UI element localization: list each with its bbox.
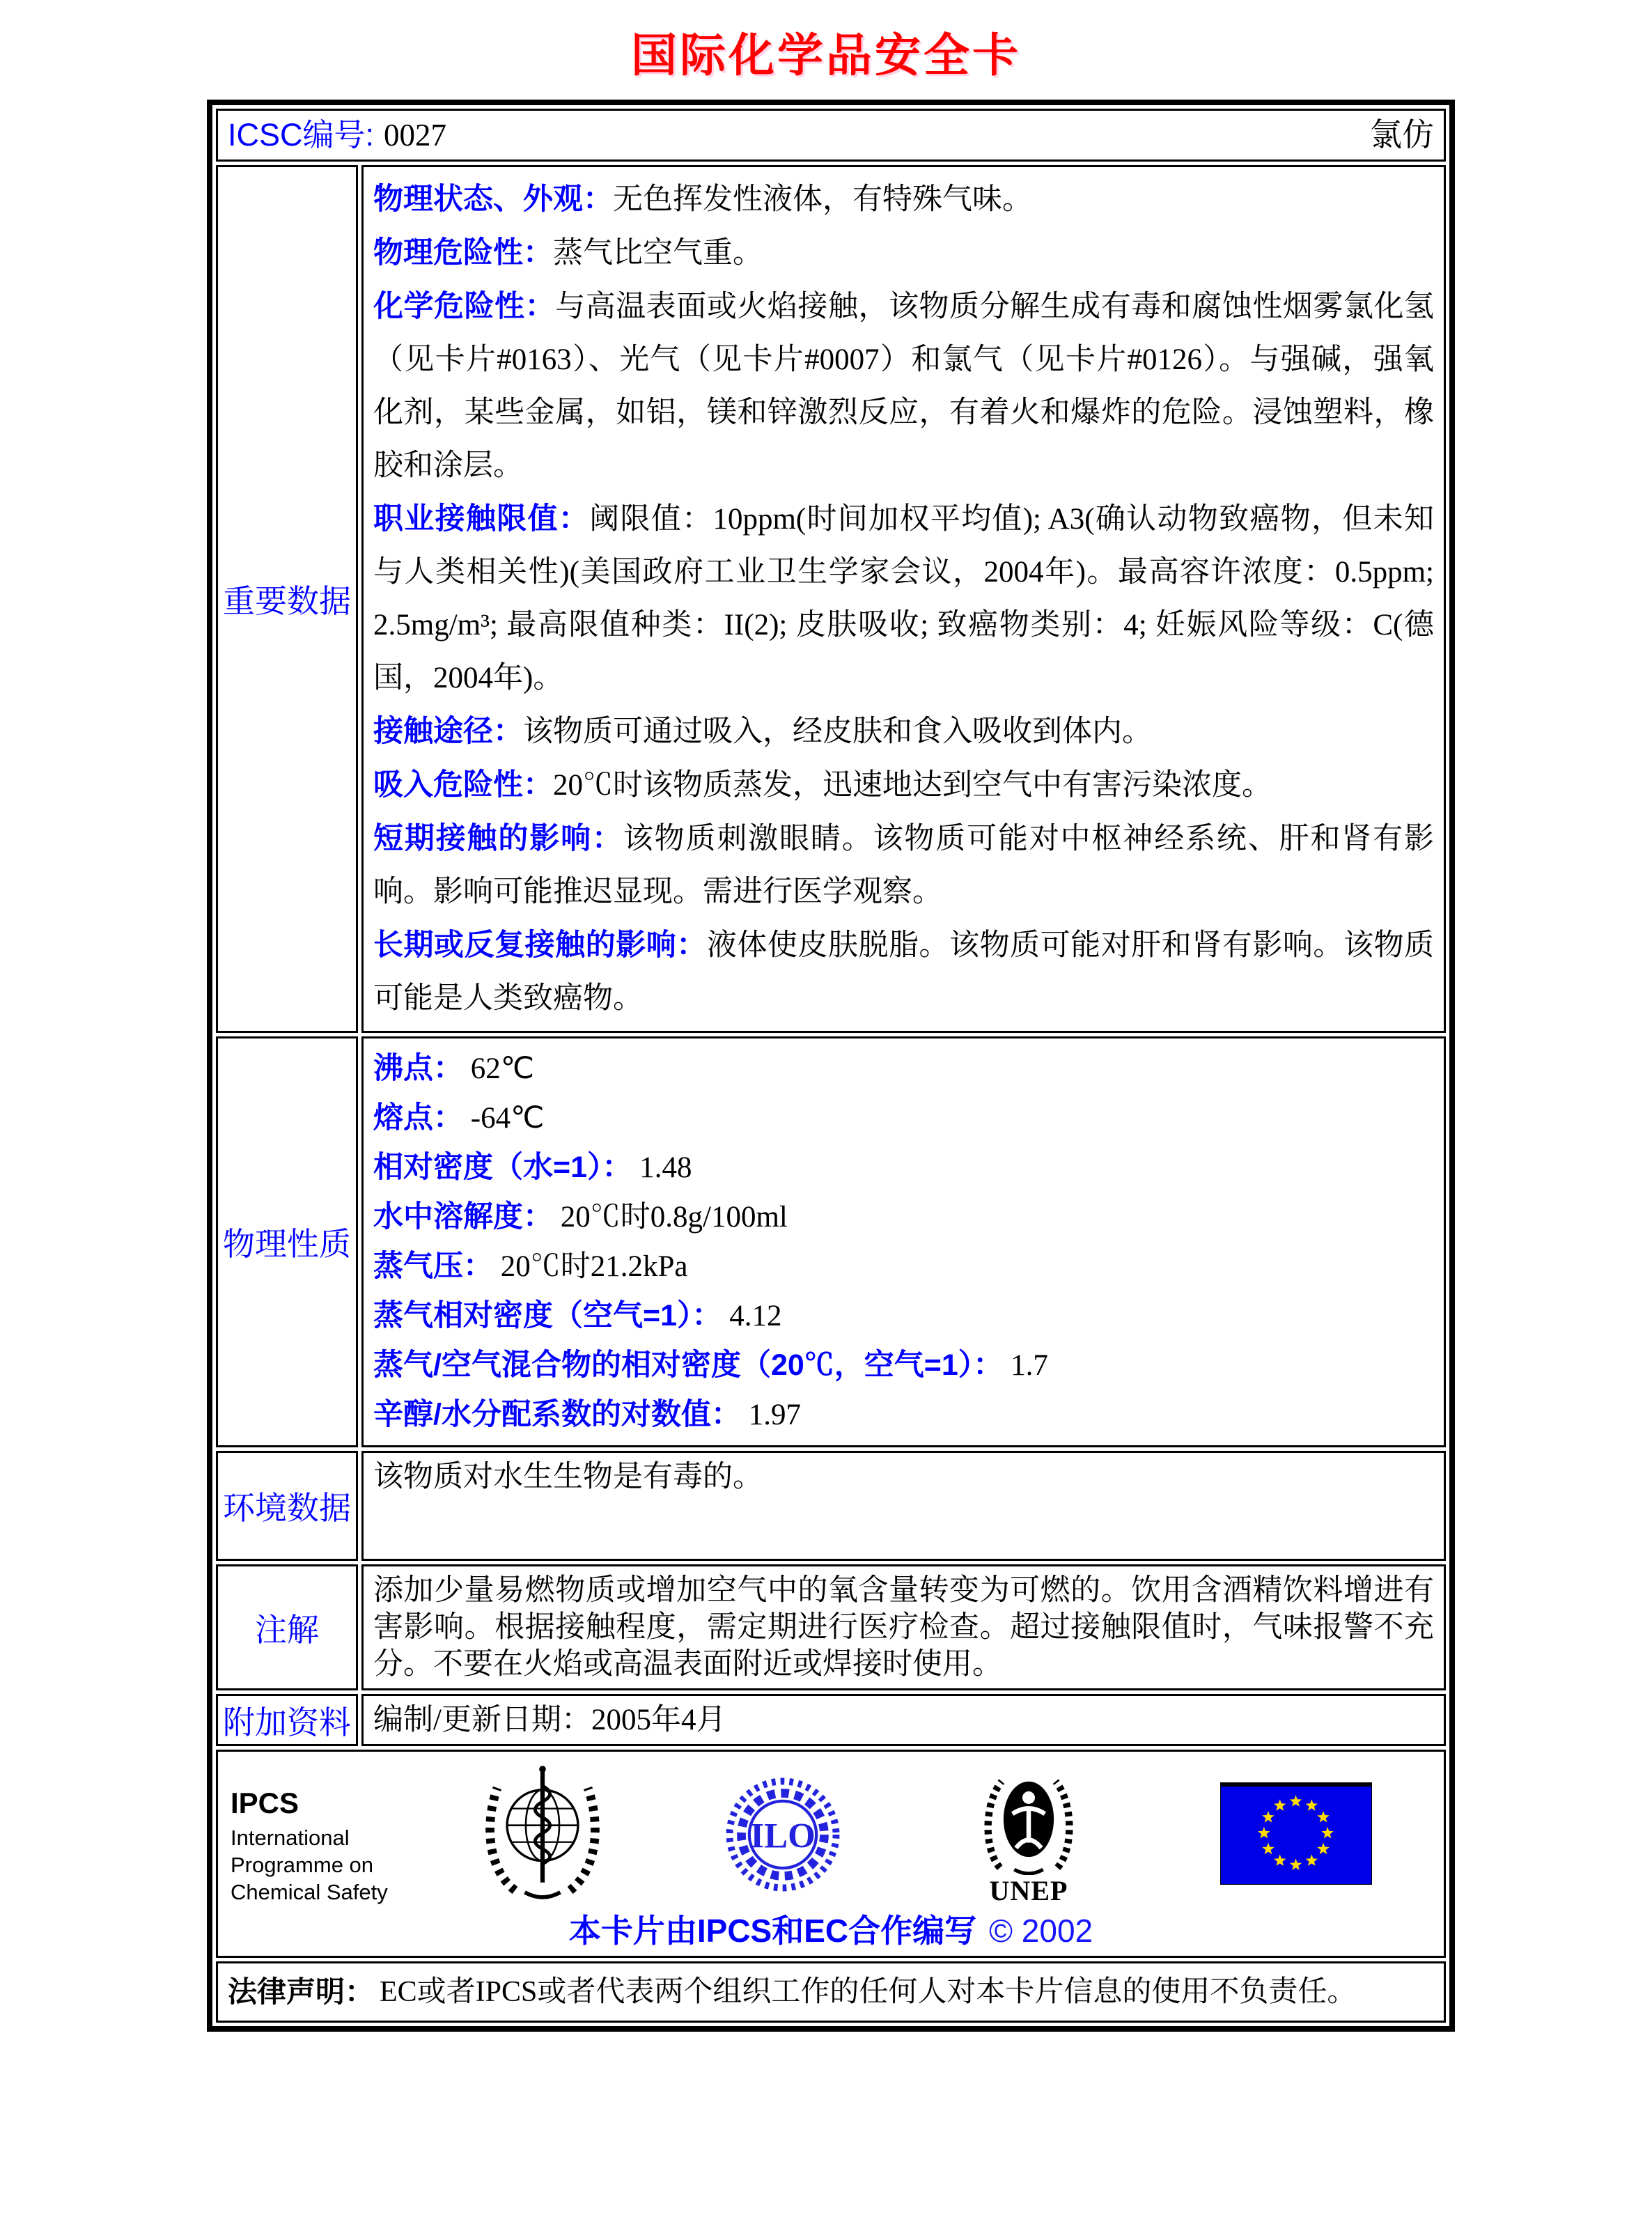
field-value: 阈限值：10ppm(时间加权平均值); A3(确认动物致癌物，但未知与人类相关性)(美国政府工业卫生学家会议，2004年)。最高容许浓度：0.5ppm; 2.5mg/m³; 最高限值种类：II(2); 皮肤吸收; 致癌物类别：4; 妊娠风险等级：C(德国，2004年)。	[373, 503, 1434, 694]
field-value: 20℃时21.2kPa	[500, 1250, 688, 1283]
field-value: 无色挥发性液体，有特殊气味。	[613, 183, 1032, 216]
header-row	[216, 109, 1446, 162]
safety-card-table	[207, 100, 1455, 2032]
environmental-data-text: 该物质对水生生物是有毒的。	[373, 1461, 763, 1493]
important-data-item	[373, 919, 1434, 1025]
property-line	[373, 1143, 1434, 1192]
section-label-notes: 注解	[216, 1564, 358, 1690]
icsc-number-label: ICSC编号:	[228, 117, 375, 153]
logos-row	[216, 1750, 1446, 1958]
ipcs-subtitle: International Programme on Chemical Safety	[231, 1826, 388, 1904]
physical-properties-row	[216, 1036, 1446, 1447]
ipcs-title: IPCS	[231, 1787, 299, 1819]
important-data-item	[373, 492, 1434, 705]
who-logo-icon	[481, 1764, 604, 1902]
notes-content	[361, 1564, 1446, 1690]
ilo-letters: ILO	[750, 1816, 816, 1856]
field-label: 接触途径：	[373, 715, 523, 748]
important-data-item	[373, 173, 1434, 226]
legal-label: 法律声明：	[228, 1975, 375, 2008]
page-title: 国际化学品安全卡	[631, 31, 1021, 81]
logos-cell	[216, 1750, 1446, 1958]
field-label: 蒸气压：	[373, 1250, 493, 1283]
field-value: 1.7	[1011, 1349, 1048, 1382]
caption-text: 本卡片由IPCS和EC合作编写	[568, 1913, 977, 1949]
header-cell	[216, 109, 1446, 162]
field-value: -64℃	[470, 1102, 545, 1135]
property-line	[373, 1044, 1434, 1094]
property-line	[373, 1390, 1434, 1440]
important-data-item	[373, 812, 1434, 919]
important-data-item	[373, 280, 1434, 492]
field-value: 20℃时0.8g/100ml	[560, 1201, 788, 1234]
copyright-text: © 2002	[989, 1913, 1093, 1949]
environmental-data-content	[361, 1451, 1446, 1561]
field-value: 1.48	[639, 1151, 692, 1184]
unep-logo-icon	[973, 1767, 1084, 1875]
icsc-number-group	[228, 118, 446, 153]
icsc-number-value: 0027	[384, 118, 447, 153]
notes-text: 添加少量易燃物质或增加空气中的氧含量转变为可燃的。饮用含酒精饮料增进有害影响。根据接触程度，需定期进行医疗检查。超过接触限值时，气味报警不充分。不要在火焰或高温表面附近或焊接时使用。	[373, 1574, 1434, 1681]
field-label: 物理危险性：	[373, 236, 553, 270]
field-value: 该物质刺激眼睛。该物质可能对中枢神经系统、肝和肾有影响。影响可能推迟显现。需进行医学观察。	[373, 823, 1435, 908]
ilo-logo-icon	[724, 1775, 842, 1894]
field-label: 物理状态、外观：	[373, 182, 613, 216]
property-line	[373, 1192, 1434, 1242]
field-label: 水中溶解度：	[373, 1200, 553, 1234]
section-label-important-data: 重要数据	[216, 165, 358, 1033]
field-value: 该物质可通过吸入，经皮肤和食入吸收到体内。	[523, 715, 1152, 748]
field-label: 长期或反复接触的影响：	[373, 928, 707, 962]
field-value: 4.12	[729, 1300, 782, 1332]
section-label-physical-properties: 物理性质	[216, 1036, 358, 1447]
chemical-name: 氯仿	[1370, 117, 1434, 153]
field-label: 化学危险性：	[373, 290, 556, 323]
ipcs-text-block	[231, 1787, 426, 1906]
field-value: 1.97	[748, 1399, 801, 1431]
field-label: 辛醇/水分配系数的对数值：	[373, 1398, 741, 1431]
property-line	[373, 1242, 1434, 1291]
important-data-row	[216, 165, 1446, 1033]
eu-flag-icon	[1220, 1782, 1372, 1885]
legal-row	[216, 1961, 1446, 2023]
important-data-item	[373, 705, 1434, 758]
additional-info-content	[361, 1694, 1446, 1746]
unep-logo-block	[966, 1767, 1091, 1907]
legal-cell	[216, 1961, 1446, 2023]
environmental-data-row	[216, 1451, 1446, 1561]
field-value: 与高温表面或火焰接触，该物质分解生成有毒和腐蚀性烟雾氯化氢（见卡片#0163）、光气（见卡片#0007）和氯气（见卡片#0126）。与强碱，强氧化剂，某些金属，如铝，镁和锌激烈反应，有着火和爆炸的危险。浸蚀塑料，橡胶和涂层。	[373, 290, 1435, 482]
property-line	[373, 1341, 1434, 1390]
field-value: 62℃	[470, 1052, 535, 1085]
field-label: 职业接触限值：	[373, 502, 590, 536]
important-data-content	[361, 165, 1446, 1033]
section-label-additional-info: 附加资料	[216, 1694, 358, 1746]
field-label: 蒸气相对密度（空气=1）：	[373, 1299, 722, 1332]
notes-row	[216, 1564, 1446, 1690]
physical-properties-content	[361, 1036, 1446, 1447]
field-label: 熔点：	[373, 1101, 463, 1135]
field-label: 短期接触的影响：	[373, 822, 623, 855]
legal-text: EC或者IPCS或者代表两个组织工作的任何人对本卡片信息的使用不负责任。	[380, 1976, 1357, 2008]
important-data-item	[373, 758, 1434, 812]
additional-info-text: 编制/更新日期：2005年4月	[373, 1704, 726, 1736]
field-label: 蒸气/空气混合物的相对密度（20℃，空气=1）：	[373, 1348, 1004, 1382]
additional-info-row	[216, 1694, 1446, 1746]
field-value: 液体使皮肤脱脂。该物质可能对肝和肾有影响。该物质可能是人类致癌物。	[373, 929, 1435, 1015]
field-value: 蒸气比空气重。	[553, 237, 763, 270]
property-line	[373, 1094, 1434, 1143]
field-label: 相对密度（水=1）：	[373, 1151, 632, 1184]
section-label-environmental-data: 环境数据	[216, 1451, 358, 1561]
unep-letters: UNEP	[989, 1875, 1068, 1906]
field-label: 沸点：	[373, 1052, 463, 1085]
cooperation-caption	[225, 1911, 1437, 1950]
property-line	[373, 1291, 1434, 1341]
field-label: 吸入危险性：	[373, 768, 553, 802]
important-data-item	[373, 226, 1434, 280]
field-value: 20℃时该物质蒸发，迅速地达到空气中有害污染浓度。	[553, 769, 1272, 802]
